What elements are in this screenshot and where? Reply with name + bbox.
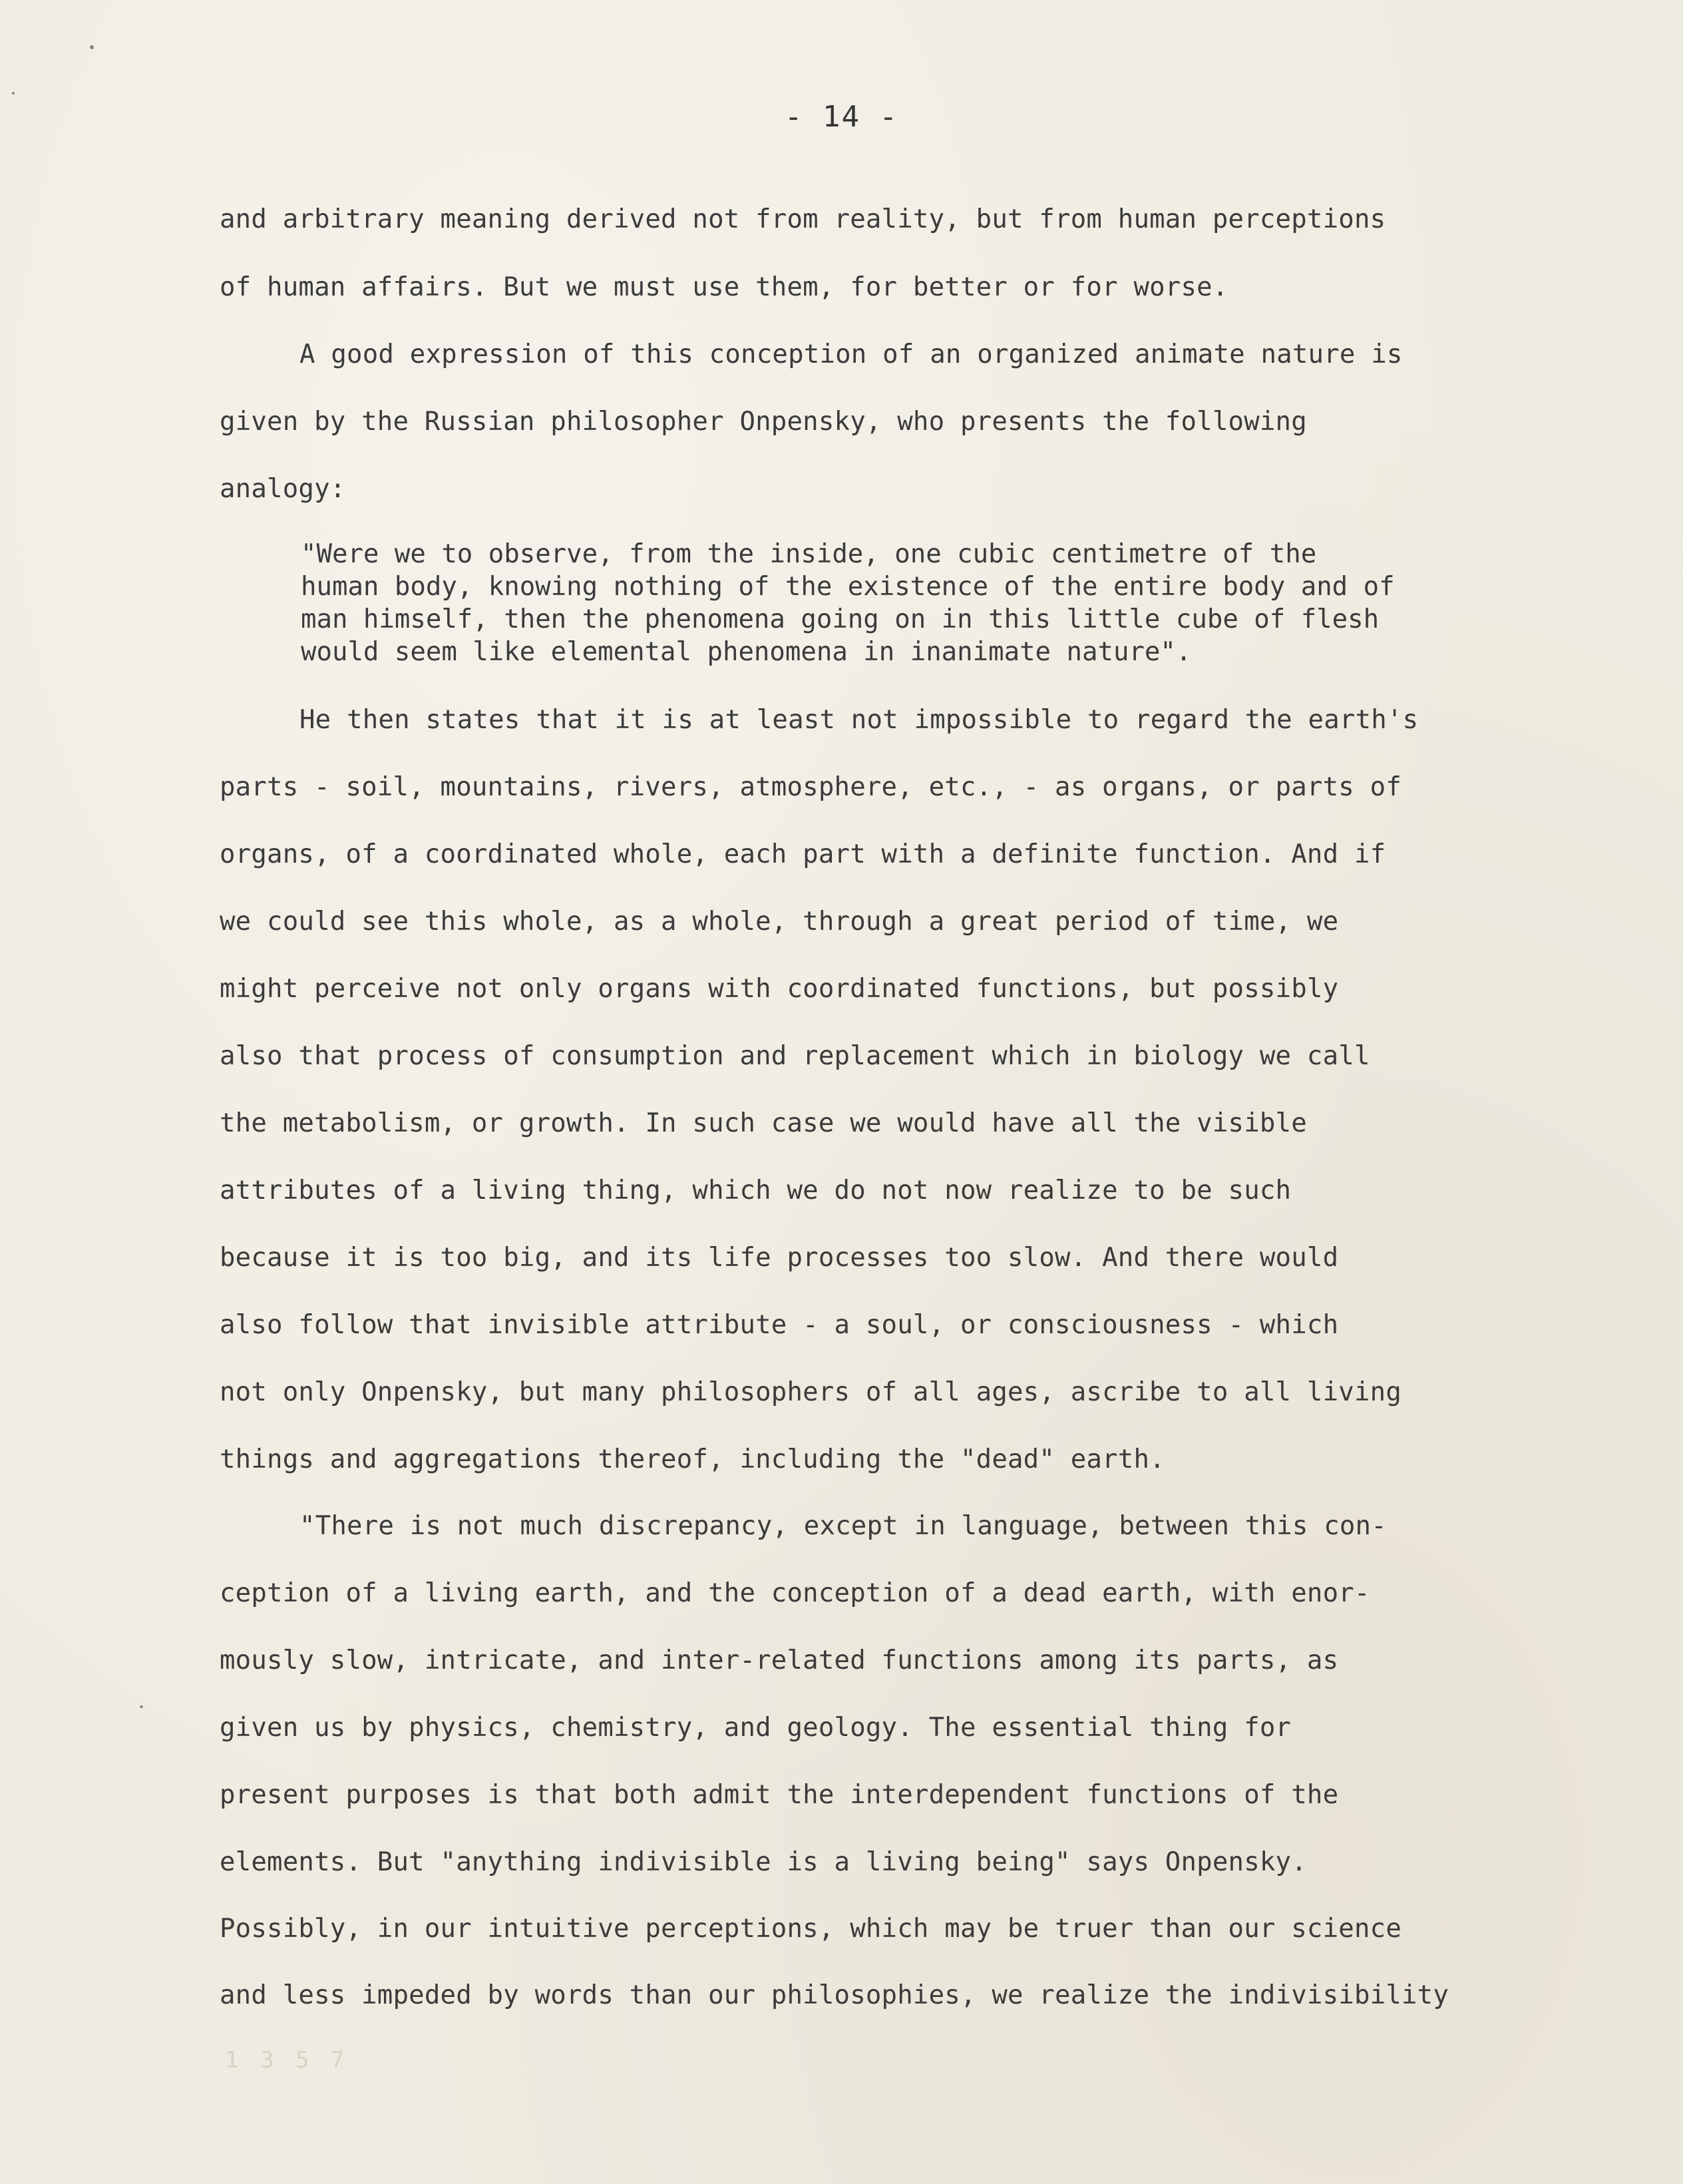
text-line: attributes of a living thing, which we do not now realize to be such	[220, 1176, 1292, 1205]
text-line: we could see this whole, as a whole, through a great period of time, we	[220, 907, 1339, 937]
text-line: of human affairs. But we must use them, for better or for worse.	[220, 272, 1228, 302]
quote-line: would seem like elemental phenomena in inanimate nature".	[301, 637, 1192, 667]
text-line: mously slow, intricate, and inter-related functions among its parts, as	[220, 1645, 1339, 1675]
text-line: also that process of consumption and replacement which in biology we call	[220, 1041, 1370, 1071]
text-line: "There is not much discrepancy, except in language, between this con-	[299, 1511, 1387, 1541]
text-line: and less impeded by words than our philosophies, we realize the indivisibility	[220, 1980, 1449, 2010]
page-number: - 14 -	[785, 100, 898, 134]
text-line: also follow that invisible attribute - a soul, or consciousness - which	[220, 1310, 1339, 1340]
paper-speck	[140, 1705, 143, 1708]
text-line: organs, of a coordinated whole, each part with a definite function. And if	[220, 839, 1386, 869]
quote-line: "Were we to observe, from the inside, one cubic centimetre of the	[301, 539, 1317, 569]
text-line: parts - soil, mountains, rivers, atmosphere, etc., - as organs, or parts of	[220, 772, 1402, 802]
text-line: given by the Russian philosopher Onpensky, who presents the following	[220, 407, 1307, 437]
text-line: and arbitrary meaning derived not from reality, but from human perceptions	[220, 204, 1386, 234]
paper-speck	[90, 45, 94, 49]
text-line: Possibly, in our intuitive perceptions, which may be truer than our science	[220, 1914, 1402, 1944]
text-line: ception of a living earth, and the conception of a dead earth, with enor-	[220, 1578, 1370, 1608]
text-line: A good expression of this conception of an organized animate nature is	[299, 339, 1403, 369]
text-line: He then states that it is at least not impossible to regard the earth's	[299, 705, 1419, 735]
text-line: not only Onpensky, but many philosophers of all ages, ascribe to all living	[220, 1377, 1402, 1407]
text-line: elements. But "anything indivisible is a living being" says Onpensky.	[220, 1847, 1307, 1877]
text-line: given us by physics, chemistry, and geology. The essential thing for	[220, 1713, 1292, 1743]
text-line: present purposes is that both admit the interdependent functions of the	[220, 1780, 1339, 1810]
text-line: analogy:	[220, 474, 346, 504]
text-line: because it is too big, and its life processes too slow. And there would	[220, 1243, 1339, 1273]
paper-speck	[12, 92, 15, 95]
text-line: might perceive not only organs with coordinated functions, but possibly	[220, 974, 1339, 1004]
faint-offset-mark: 1 3 5 7	[225, 2047, 349, 2074]
quote-line: man himself, then the phenomena going on in this little cube of flesh	[301, 604, 1380, 634]
text-line: things and aggregations thereof, including the "dead" earth.	[220, 1444, 1165, 1474]
quote-line: human body, knowing nothing of the existence of the entire body and of	[301, 572, 1395, 602]
text-line: the metabolism, or growth. In such case we would have all the visible	[220, 1108, 1307, 1138]
